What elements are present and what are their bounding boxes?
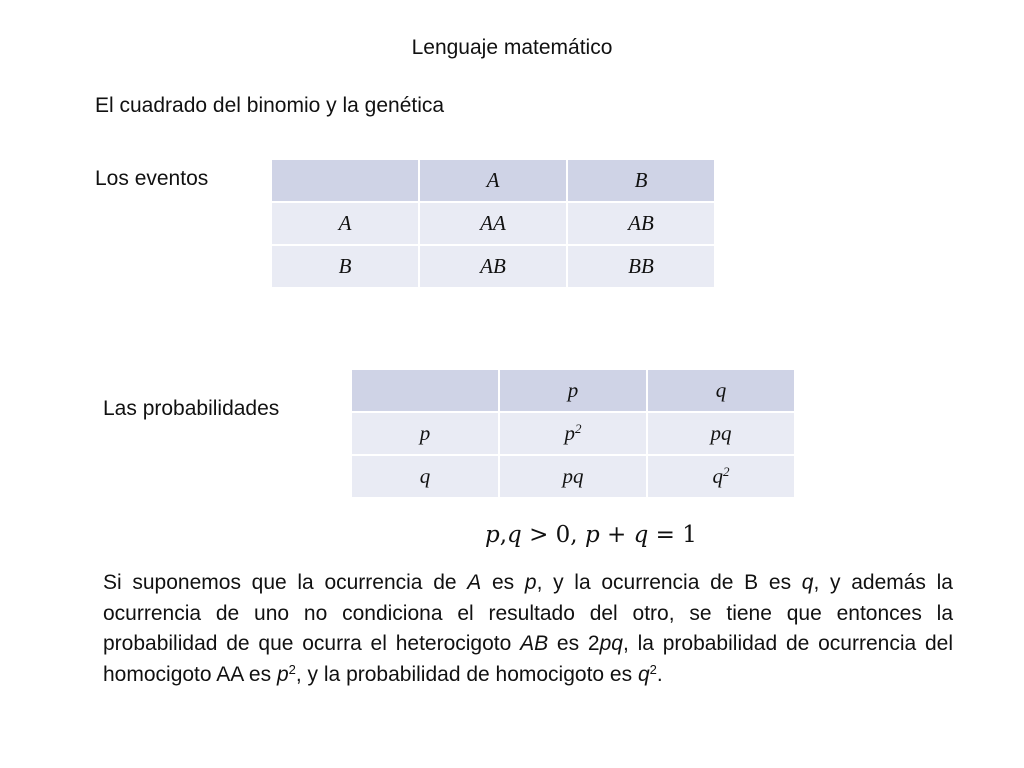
table-row-header: p <box>351 412 499 455</box>
table-row <box>271 245 715 288</box>
eq-var-q: q <box>507 522 522 548</box>
eq-var-p-sum: p <box>584 522 600 548</box>
events-label: Los eventos <box>95 167 209 190</box>
text-run: es <box>481 571 525 594</box>
text-superscript: 2 <box>288 661 296 677</box>
text-italic: q <box>801 571 814 594</box>
text-italic: p <box>276 662 289 686</box>
probabilities-table <box>350 368 796 499</box>
table-header-cell: A <box>419 159 567 202</box>
table-cell <box>499 412 647 455</box>
page-title: Lenguaje matemático <box>411 36 613 59</box>
table-header-cell: q <box>647 369 795 412</box>
text-italic: q <box>637 662 650 686</box>
text-superscript: 2 <box>649 661 657 677</box>
table-cell <box>647 455 795 498</box>
table-row-header: B <box>271 245 419 288</box>
table-header-row <box>351 369 795 412</box>
text-italic: p <box>524 571 537 594</box>
constraint-equation <box>485 522 697 548</box>
page-subtitle: El cuadrado del binomio y la genética <box>95 94 445 117</box>
text-run: , y la probabilidad de homocigoto es <box>295 662 638 686</box>
table-corner-cell <box>351 369 499 412</box>
text-run: , la probabilidad de ocurrencia del homocigoto AA es <box>103 632 953 686</box>
table-header-row <box>271 159 715 202</box>
text-run: Si suponemos que la ocurrencia de <box>103 571 468 594</box>
table-cell <box>499 455 647 498</box>
eq-comma: , <box>499 522 508 548</box>
events-table <box>270 158 716 289</box>
eq-var-p: p <box>485 522 500 548</box>
table-row <box>271 202 715 245</box>
cell-base: pq <box>710 421 732 445</box>
eq-greater-than: > 0, <box>521 522 585 548</box>
table-row <box>351 412 795 455</box>
text-italic: AB <box>520 632 549 655</box>
text-run: , y además la ocurrencia de uno no condiciona el resultado del otro, se tiene que entonces la probabilidad de que ocurra el heterocigoto <box>103 571 953 655</box>
table-corner-cell <box>271 159 419 202</box>
cell-exponent: 2 <box>574 420 582 436</box>
table-row <box>351 455 795 498</box>
text-italic: pq <box>599 632 623 655</box>
text-run: . <box>656 662 663 686</box>
text-run: es 2 <box>548 632 600 655</box>
eq-var-q-sum: q <box>633 522 649 548</box>
table-row-header: q <box>351 455 499 498</box>
table-header-cell: p <box>499 369 647 412</box>
probabilities-label: Las probabilidades <box>103 397 280 420</box>
cell-base: pq <box>562 464 584 488</box>
explanation-paragraph <box>103 568 953 690</box>
cell-base: q <box>712 464 723 488</box>
eq-equals: = 1 <box>648 522 697 548</box>
text-run: , y la ocurrencia de B es <box>536 571 802 594</box>
cell-exponent: 2 <box>722 463 730 479</box>
table-row-header: A <box>271 202 419 245</box>
table-cell: AA <box>419 202 567 245</box>
text-italic: A <box>467 571 482 594</box>
cell-base: p <box>564 421 575 445</box>
table-cell: BB <box>567 245 715 288</box>
table-cell <box>647 412 795 455</box>
table-header-cell: B <box>567 159 715 202</box>
table-cell: AB <box>567 202 715 245</box>
table-cell: AB <box>419 245 567 288</box>
eq-plus: + <box>599 522 634 548</box>
